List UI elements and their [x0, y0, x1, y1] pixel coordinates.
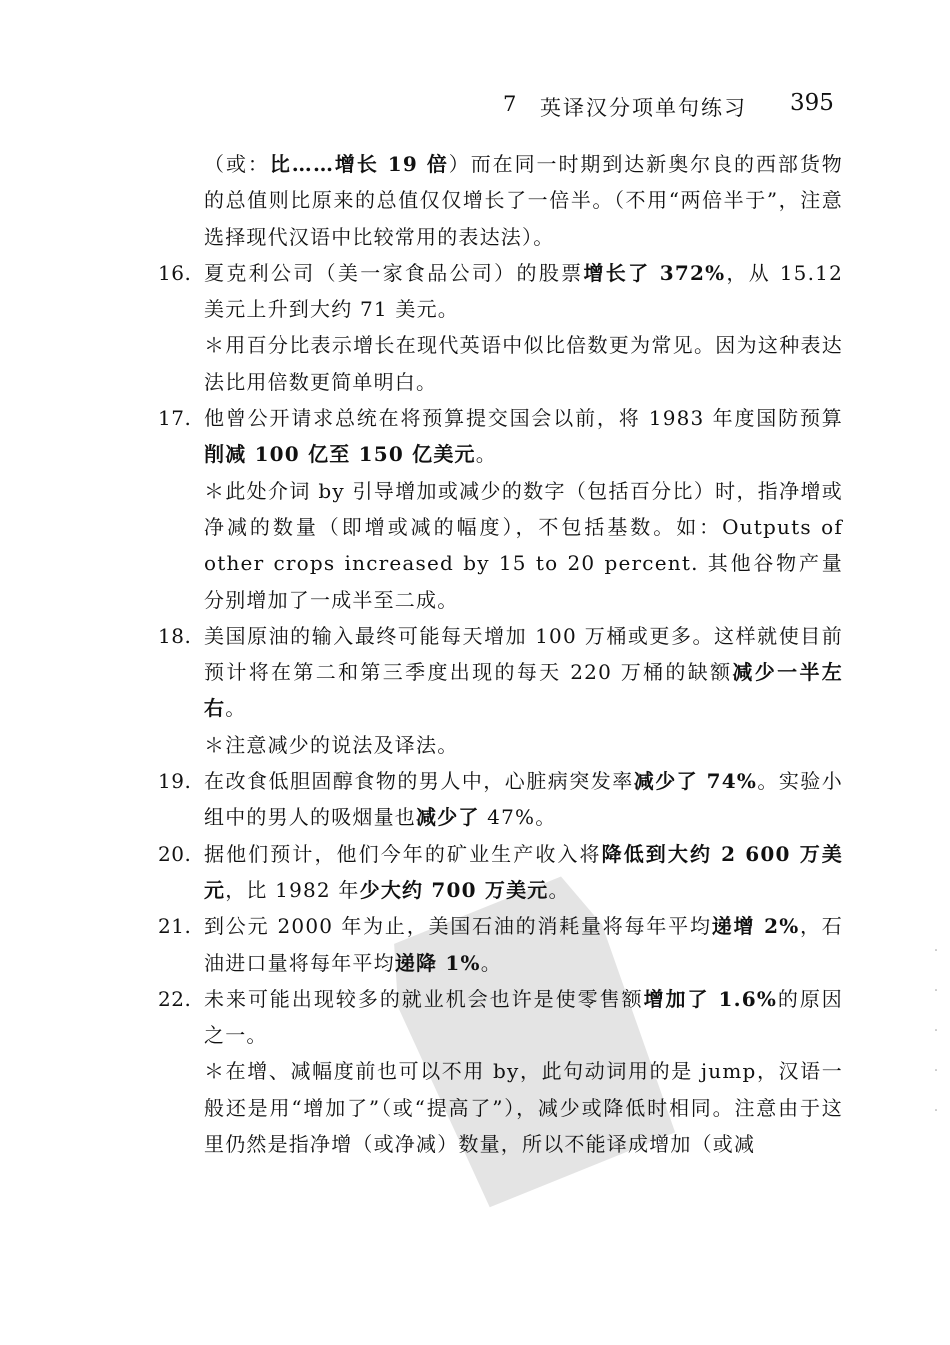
chapter-number: 7	[503, 92, 519, 116]
sentence-text: ，比 1982 年	[225, 877, 360, 902]
exercise-list	[158, 255, 843, 1162]
item-number: 19.	[158, 769, 192, 794]
emphasis-text: 减少了 74%	[633, 769, 758, 794]
sentence-text: 美国原油的输入最终可能每天增加 100 万桶或更多。这样就使目前预计将在第二和第三季度出现的每天 220 万桶的缺额	[204, 623, 843, 685]
intro-bold: 比……增长 19 倍	[269, 152, 449, 176]
sentence-text: 到公元 2000 年为止，美国石油的消耗量将每年平均	[204, 914, 712, 939]
exercise-item	[158, 763, 843, 836]
sentence-text: 未来可能出现较多的就业机会也许是使零售额	[204, 986, 644, 1011]
item-number: 21.	[158, 914, 192, 939]
sentence-text: 47%。	[479, 805, 557, 830]
emphasis-text: 减少一半左右	[204, 660, 844, 721]
emphasis-text: 递增 2%	[711, 914, 800, 939]
emphasis-text: 降低到大约 2 600 万美元	[204, 841, 843, 902]
sentence-text: 。实验小组中的男人的吸烟量也	[204, 769, 843, 830]
emphasis-text: 增加了 1.6%	[643, 986, 778, 1011]
intro-paragraph	[158, 146, 843, 255]
emphasis-text: 削减 100 亿至 150 亿美元	[204, 442, 476, 467]
item-sentence	[204, 618, 843, 727]
page-number: 395	[790, 90, 834, 116]
item-number: 17.	[158, 406, 192, 431]
running-header	[0, 88, 950, 128]
sentence-text: 。	[475, 442, 497, 467]
sentence-text: ，石油进口量将每年平均	[204, 914, 843, 975]
item-sentence	[204, 255, 843, 328]
exercise-item	[158, 400, 843, 473]
item-sentence	[204, 836, 843, 909]
translation-note: ＊注意减少的说法及译法。	[204, 732, 459, 757]
sentence-text: 。	[548, 877, 570, 902]
item-sentence	[204, 908, 843, 981]
sentence-text: ，从 15.12 美元上升到大约 71 美元。	[204, 260, 843, 322]
sentence-text: 据他们预计，他们今年的矿业生产收入将	[204, 841, 602, 866]
item-sentence	[204, 981, 843, 1054]
exercise-item	[158, 618, 843, 727]
item-number: 22.	[158, 986, 192, 1011]
item-sentence	[204, 763, 843, 836]
intro-text-rest: ）而在同一时期到达新奥尔良的西部货物的总值则比原来的总值仅仅增长了一倍半。（不用“两倍半于”，注意选择现代汉语中比较常用的表达法）。	[204, 152, 843, 249]
exercise-item	[158, 981, 843, 1054]
chapter-title: 英译汉分项单句练习	[540, 96, 747, 120]
translation-note: ＊在增、减幅度前也可以不用 by，此句动词用的是 jump，汉语一般还是用“增加了”（或“提高了”），减少或降低时相同。注意由于这里仍然是指净增（或净减）数量，所以不能译成增加（或减	[204, 1059, 843, 1157]
page-body	[158, 146, 843, 1162]
emphasis-text: 增长了 372%	[583, 260, 726, 285]
item-number: 16.	[158, 260, 192, 285]
exercise-item	[158, 908, 843, 981]
sentence-text: 夏克利公司（美一家食品公司）的股票	[204, 260, 584, 285]
sentence-text: 他曾公开请求总统在将预算提交国会以前，将 1983 年度国防预算	[204, 406, 843, 431]
sentence-text: 。	[225, 696, 247, 721]
item-sentence	[204, 400, 843, 473]
translation-note: ＊用百分比表示增长在现代英语中似比倍数更为常见。因为这种表达法比用倍数更简单明白。	[204, 333, 843, 394]
sentence-text: 。	[480, 950, 502, 975]
exercise-item	[158, 836, 843, 909]
exercise-item	[158, 255, 843, 328]
emphasis-text: 少大约 700 万美元	[359, 877, 549, 902]
intro-text: （或：	[204, 152, 270, 176]
sentence-text: 在改食低胆固醇食物的男人中，心脏病突发率	[204, 769, 634, 794]
scan-margin-dots	[934, 940, 938, 1140]
translation-note: ＊此处介词 by 引导增加或减少的数字（包括百分比）时，指净增或净减的数量（即增或减的幅度），不包括基数。如：Outputs of other crops increased by 15 to 20 percent. 其他谷物产量分别增加了一成半至二成。	[204, 478, 843, 612]
item-number: 20.	[158, 841, 192, 866]
emphasis-text: 递降 1%	[394, 950, 481, 975]
emphasis-text: 减少了	[416, 805, 480, 830]
item-number: 18.	[158, 623, 192, 648]
sentence-text: 的原因之一。	[204, 986, 843, 1048]
